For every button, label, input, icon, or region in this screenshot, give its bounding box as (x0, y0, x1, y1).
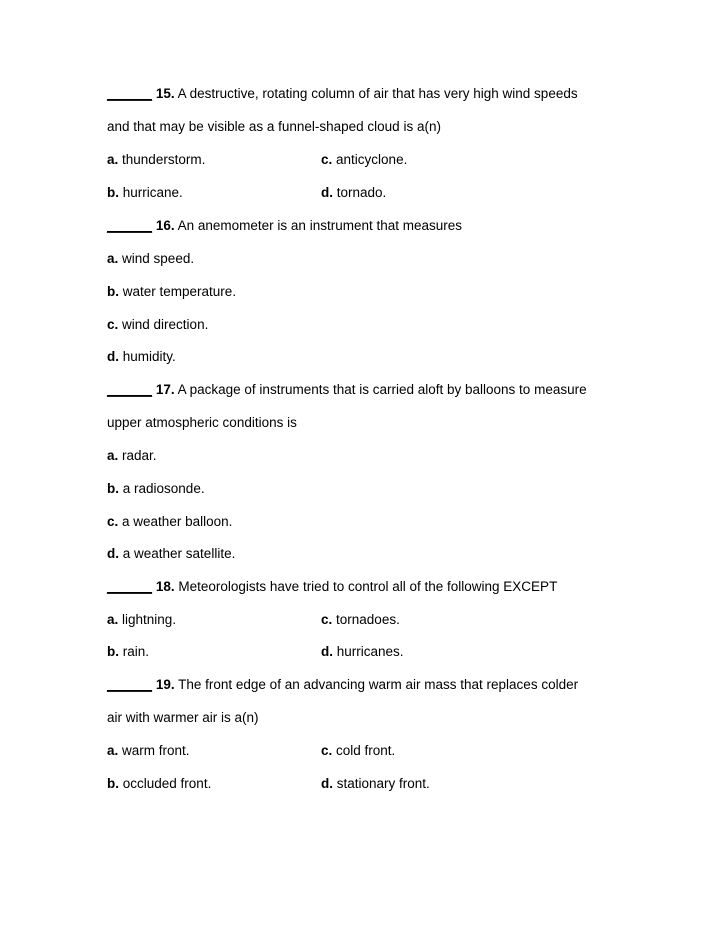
option-text: water temperature. (122, 284, 237, 299)
option-text: thunderstorm. (122, 152, 206, 167)
option-row (107, 185, 387, 201)
option-letter: a. (107, 612, 119, 627)
option-a (107, 152, 205, 167)
option-c (107, 317, 208, 333)
option-d (321, 776, 430, 792)
option-text: radar. (122, 448, 157, 463)
option-letter: a. (107, 152, 119, 167)
option-text: wind speed. (122, 251, 195, 266)
option-letter: c. (321, 152, 333, 167)
option-letter: b. (107, 284, 119, 299)
question-text-line: Meteorologists have tried to control all of the following EXCEPT (178, 579, 558, 594)
option-letter: c. (321, 743, 333, 758)
option-text: tornado. (336, 185, 387, 200)
option-text: a radiosonde. (122, 481, 205, 496)
option-text: a weather satellite. (122, 546, 236, 561)
question-17-stem-continued (107, 415, 297, 431)
option-c (321, 743, 395, 759)
option-text: occluded front. (122, 776, 212, 791)
question-text-line: air with warmer air is a(n) (107, 710, 259, 725)
option-d (321, 185, 386, 201)
option-text: hurricanes. (336, 644, 404, 659)
option-row (107, 612, 400, 628)
question-16-stem (107, 218, 462, 234)
option-row (107, 743, 396, 759)
question-19-stem (107, 677, 578, 693)
option-letter: d. (321, 776, 333, 791)
option-a (107, 743, 190, 758)
question-text-line: A destructive, rotating column of air that has very high wind speeds (177, 86, 578, 101)
option-letter: d. (321, 644, 333, 659)
option-letter: a. (107, 448, 119, 463)
option-text: wind direction. (122, 317, 209, 332)
question-15-stem (107, 86, 578, 102)
option-b (107, 284, 236, 300)
option-text: a weather balloon. (122, 514, 233, 529)
option-letter: d. (107, 349, 119, 364)
option-text: anticyclone. (336, 152, 408, 167)
question-15-stem-continued (107, 119, 441, 135)
answer-blank: ______ (107, 218, 153, 233)
option-text: humidity. (122, 349, 176, 364)
option-a (107, 251, 194, 267)
question-18-stem (107, 579, 557, 595)
question-number: 19. (155, 677, 175, 692)
option-c (321, 152, 407, 168)
option-letter: b. (107, 644, 119, 659)
question-19-stem-continued (107, 710, 259, 726)
option-letter: b. (107, 481, 119, 496)
option-letter: d. (107, 546, 119, 561)
option-letter: c. (107, 317, 119, 332)
option-a (107, 612, 176, 627)
question-number: 18. (155, 579, 175, 594)
option-d (321, 644, 404, 660)
option-text: tornadoes. (336, 612, 400, 627)
answer-blank: ______ (107, 677, 153, 692)
option-text: lightning. (122, 612, 177, 627)
option-b (107, 776, 211, 791)
option-letter: a. (107, 251, 119, 266)
option-b (107, 644, 149, 659)
option-text: stationary front. (336, 776, 430, 791)
option-text: cold front. (336, 743, 396, 758)
question-text-line: upper atmospheric conditions is (107, 415, 297, 430)
option-text: warm front. (122, 743, 190, 758)
option-c (321, 612, 400, 628)
option-a (107, 448, 157, 464)
option-c (107, 514, 232, 530)
question-number: 15. (155, 86, 175, 101)
option-d (107, 546, 235, 562)
answer-blank: ______ (107, 86, 153, 101)
question-text-line: and that may be visible as a funnel-shaped cloud is a(n) (107, 119, 441, 134)
answer-blank: ______ (107, 579, 153, 594)
option-letter: d. (321, 185, 333, 200)
option-b (107, 481, 205, 497)
option-letter: c. (321, 612, 333, 627)
question-17-stem (107, 382, 587, 398)
option-letter: b. (107, 776, 119, 791)
option-row (107, 152, 408, 168)
option-row (107, 776, 430, 792)
option-text: hurricane. (122, 185, 183, 200)
option-letter: a. (107, 743, 119, 758)
question-text-line: The front edge of an advancing warm air mass that replaces colder (178, 677, 579, 692)
option-letter: c. (107, 514, 119, 529)
option-d (107, 349, 176, 365)
question-text-line: An anemometer is an instrument that measures (177, 218, 463, 233)
option-row (107, 644, 404, 660)
option-b (107, 185, 183, 200)
option-letter: b. (107, 185, 119, 200)
question-number: 16. (155, 218, 175, 233)
question-number: 17. (155, 382, 175, 397)
option-text: rain. (122, 644, 150, 659)
question-text-line: A package of instruments that is carried aloft by balloons to measure (177, 382, 587, 397)
answer-blank: ______ (107, 382, 153, 397)
